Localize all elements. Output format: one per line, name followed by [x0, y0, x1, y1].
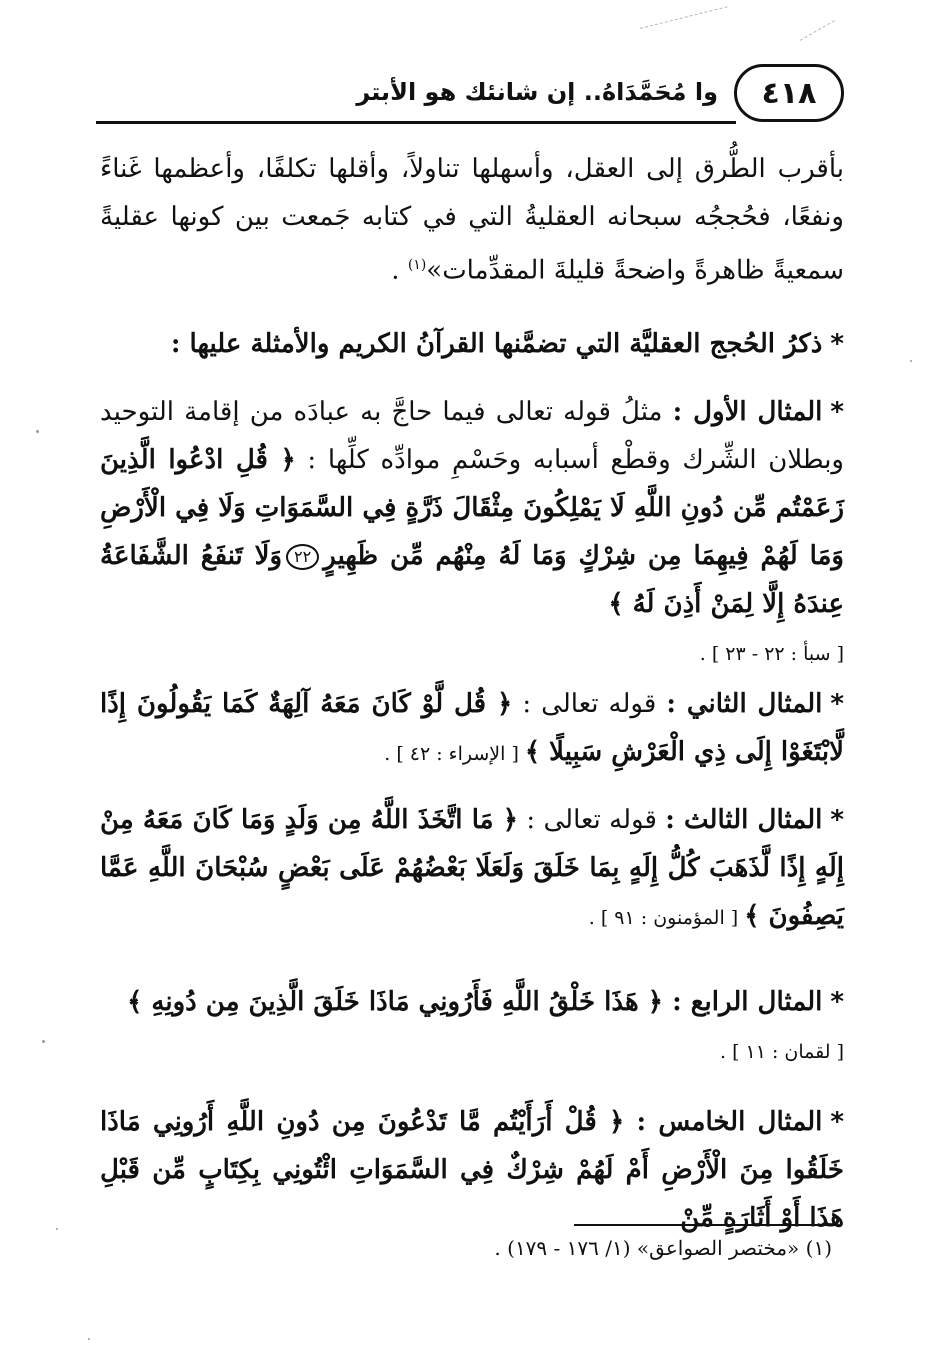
- intro-paragraph: [100, 145, 844, 295]
- scan-speck: [42, 1040, 45, 1043]
- scan-artifact-line: [800, 20, 835, 41]
- example-4-label: المثال الرابع :: [672, 987, 823, 1017]
- example-4-paragraph: [100, 978, 844, 1076]
- section-heading: [100, 320, 844, 368]
- example-2-reference: [ الإسراء : ٤٢ ] .: [384, 743, 525, 765]
- asterisk-icon: *: [830, 1107, 844, 1137]
- scan-speck: [56, 1228, 58, 1230]
- example-2-label: المثال الثاني :: [666, 689, 823, 719]
- intro-text: بأقرب الطُّرق إلى العقل، وأسهلها تناولاً، وأقلها تكلفًا، وأعظمها غَناءً ونفعًا، فحُججُه سبحانه العقليةُ التي في كتابه جَمعت بين كونها عقليةً سمعيةً ظاهرةً واضحةً قليلةَ المقدِّمات»: [100, 154, 844, 286]
- footnote: (١) «مختصر الصواعق» (١/ ١٧٦ - ١٧٩) .: [494, 1236, 832, 1260]
- example-5-block: [100, 1098, 844, 1242]
- footnote-ref: (١): [407, 257, 427, 273]
- header-rule: [96, 121, 736, 124]
- asterisk-icon: *: [830, 397, 844, 427]
- scan-speck: [36, 430, 39, 433]
- page-header: [96, 64, 844, 126]
- example-2-text: قوله تعالى :: [512, 689, 667, 719]
- example-3-reference: [ المؤمنون : ٩١ ] .: [588, 907, 745, 929]
- example-3-quran: ﴿ مَا اتَّخَذَ اللَّهُ مِن وَلَدٍ وَمَا كَانَ مَعَهُ مِنْ إِلَهٍ إِذًا لَّذَهَبَ كُلُّ إِلَهٍ بِمَا خَلَقَ وَلَعَلَا بَعْضُهُمْ عَلَى بَعْضٍ سُبْحَانَ اللَّهِ عَمَّا يَصِفُونَ ﴾: [100, 805, 844, 931]
- example-1-paragraph: [100, 388, 844, 678]
- intro-paragraph-block: [100, 145, 844, 295]
- section-heading-block: [100, 320, 844, 368]
- example-4-block: [100, 978, 844, 1076]
- asterisk-icon: *: [830, 805, 844, 835]
- example-2-quran: ﴿ قُل لَّوْ كَانَ مَعَهُ آلِهَةٌ كَمَا يَقُولُونَ إِذًا لَّابْتَغَوْا إِلَى ذِي الْعَرْشِ سَبِيلًا ﴾: [100, 689, 844, 767]
- running-title: وا مُحَمَّدَاهُ.. إن شانئك هو الأبتر: [356, 78, 718, 106]
- section-heading-text: ذكرُ الحُجج العقليَّة التي تضمَّنها القرآنُ الكريم والأمثلة عليها :: [170, 329, 823, 359]
- asterisk-icon: *: [830, 329, 844, 359]
- example-3-paragraph: [100, 796, 844, 942]
- page-number: ٤١٨: [761, 75, 817, 111]
- example-3-text: قوله تعالى :: [517, 805, 666, 835]
- example-5-quran: ﴿ قُلْ أَرَأَيْتُم مَّا تَدْعُونَ مِن دُونِ اللَّهِ أَرُونِي مَاذَا خَلَقُوا مِنَ الْأَرْضِ أَمْ لَهُمْ شِرْكٌ فِي السَّمَوَاتِ ائْتُونِي بِكِتَابٍ مِّن قَبْلِ هَذَا أَوْ أَثَارَةٍ مِّنْ: [100, 1107, 844, 1233]
- page-number-badge: [734, 64, 844, 122]
- example-1-quran-a: ﴿ قُلِ ادْعُوا الَّذِينَ زَعَمْتُم مِّن دُونِ اللَّهِ لَا يَمْلِكُونَ مِثْقَالَ ذَرَّةٍ فِي السَّمَوَاتِ وَلَا فِي الْأَرْضِ وَمَا لَهُمْ فِيهِمَا مِن شِرْكٍ وَمَا لَهُ مِنْهُم مِّن ظَهِيرٍ: [100, 445, 844, 571]
- scan-speck: [88, 1338, 90, 1340]
- example-4-reference: [ لقمان : ١١ ] .: [719, 1041, 844, 1063]
- asterisk-icon: *: [830, 987, 844, 1017]
- example-1-block: [100, 388, 844, 678]
- example-2-block: [100, 680, 844, 778]
- example-3-label: المثال الثالث :: [665, 805, 823, 835]
- example-1-reference: [ سبأ : ٢٢ - ٢٣ ] .: [699, 643, 844, 665]
- example-4-quran: ﴿ هَذَا خَلْقُ اللَّهِ فَأَرُونِي مَاذَا خَلَقَ الَّذِينَ مِن دُونِهِ ﴾: [127, 987, 673, 1017]
- example-1-quran-b: وَلَا تَنفَعُ الشَّفَاعَةُ عِندَهُ إِلَّا لِمَنْ أَذِنَ لَهُ ﴾: [100, 541, 844, 619]
- example-5-paragraph: [100, 1098, 844, 1242]
- example-1-label: المثال الأول :: [672, 397, 823, 427]
- ayah-number-mark: ٢٢: [286, 544, 319, 570]
- example-2-paragraph: [100, 680, 844, 778]
- example-5-label: المثال الخامس :: [636, 1107, 823, 1137]
- example-1-text: مثلُ قوله تعالى فيما حاجَّ به عبادَه من إقامة التوحيد وبطلان الشِّرك وقطْع أسبابه وحَسْمِ موادِّه كلِّها :: [100, 397, 844, 475]
- scan-speck: [910, 360, 912, 362]
- footnote-rule: [574, 1224, 832, 1226]
- scan-artifact-line: [640, 6, 728, 29]
- example-3-block: [100, 796, 844, 942]
- asterisk-icon: *: [830, 689, 844, 719]
- intro-end: .: [391, 255, 408, 286]
